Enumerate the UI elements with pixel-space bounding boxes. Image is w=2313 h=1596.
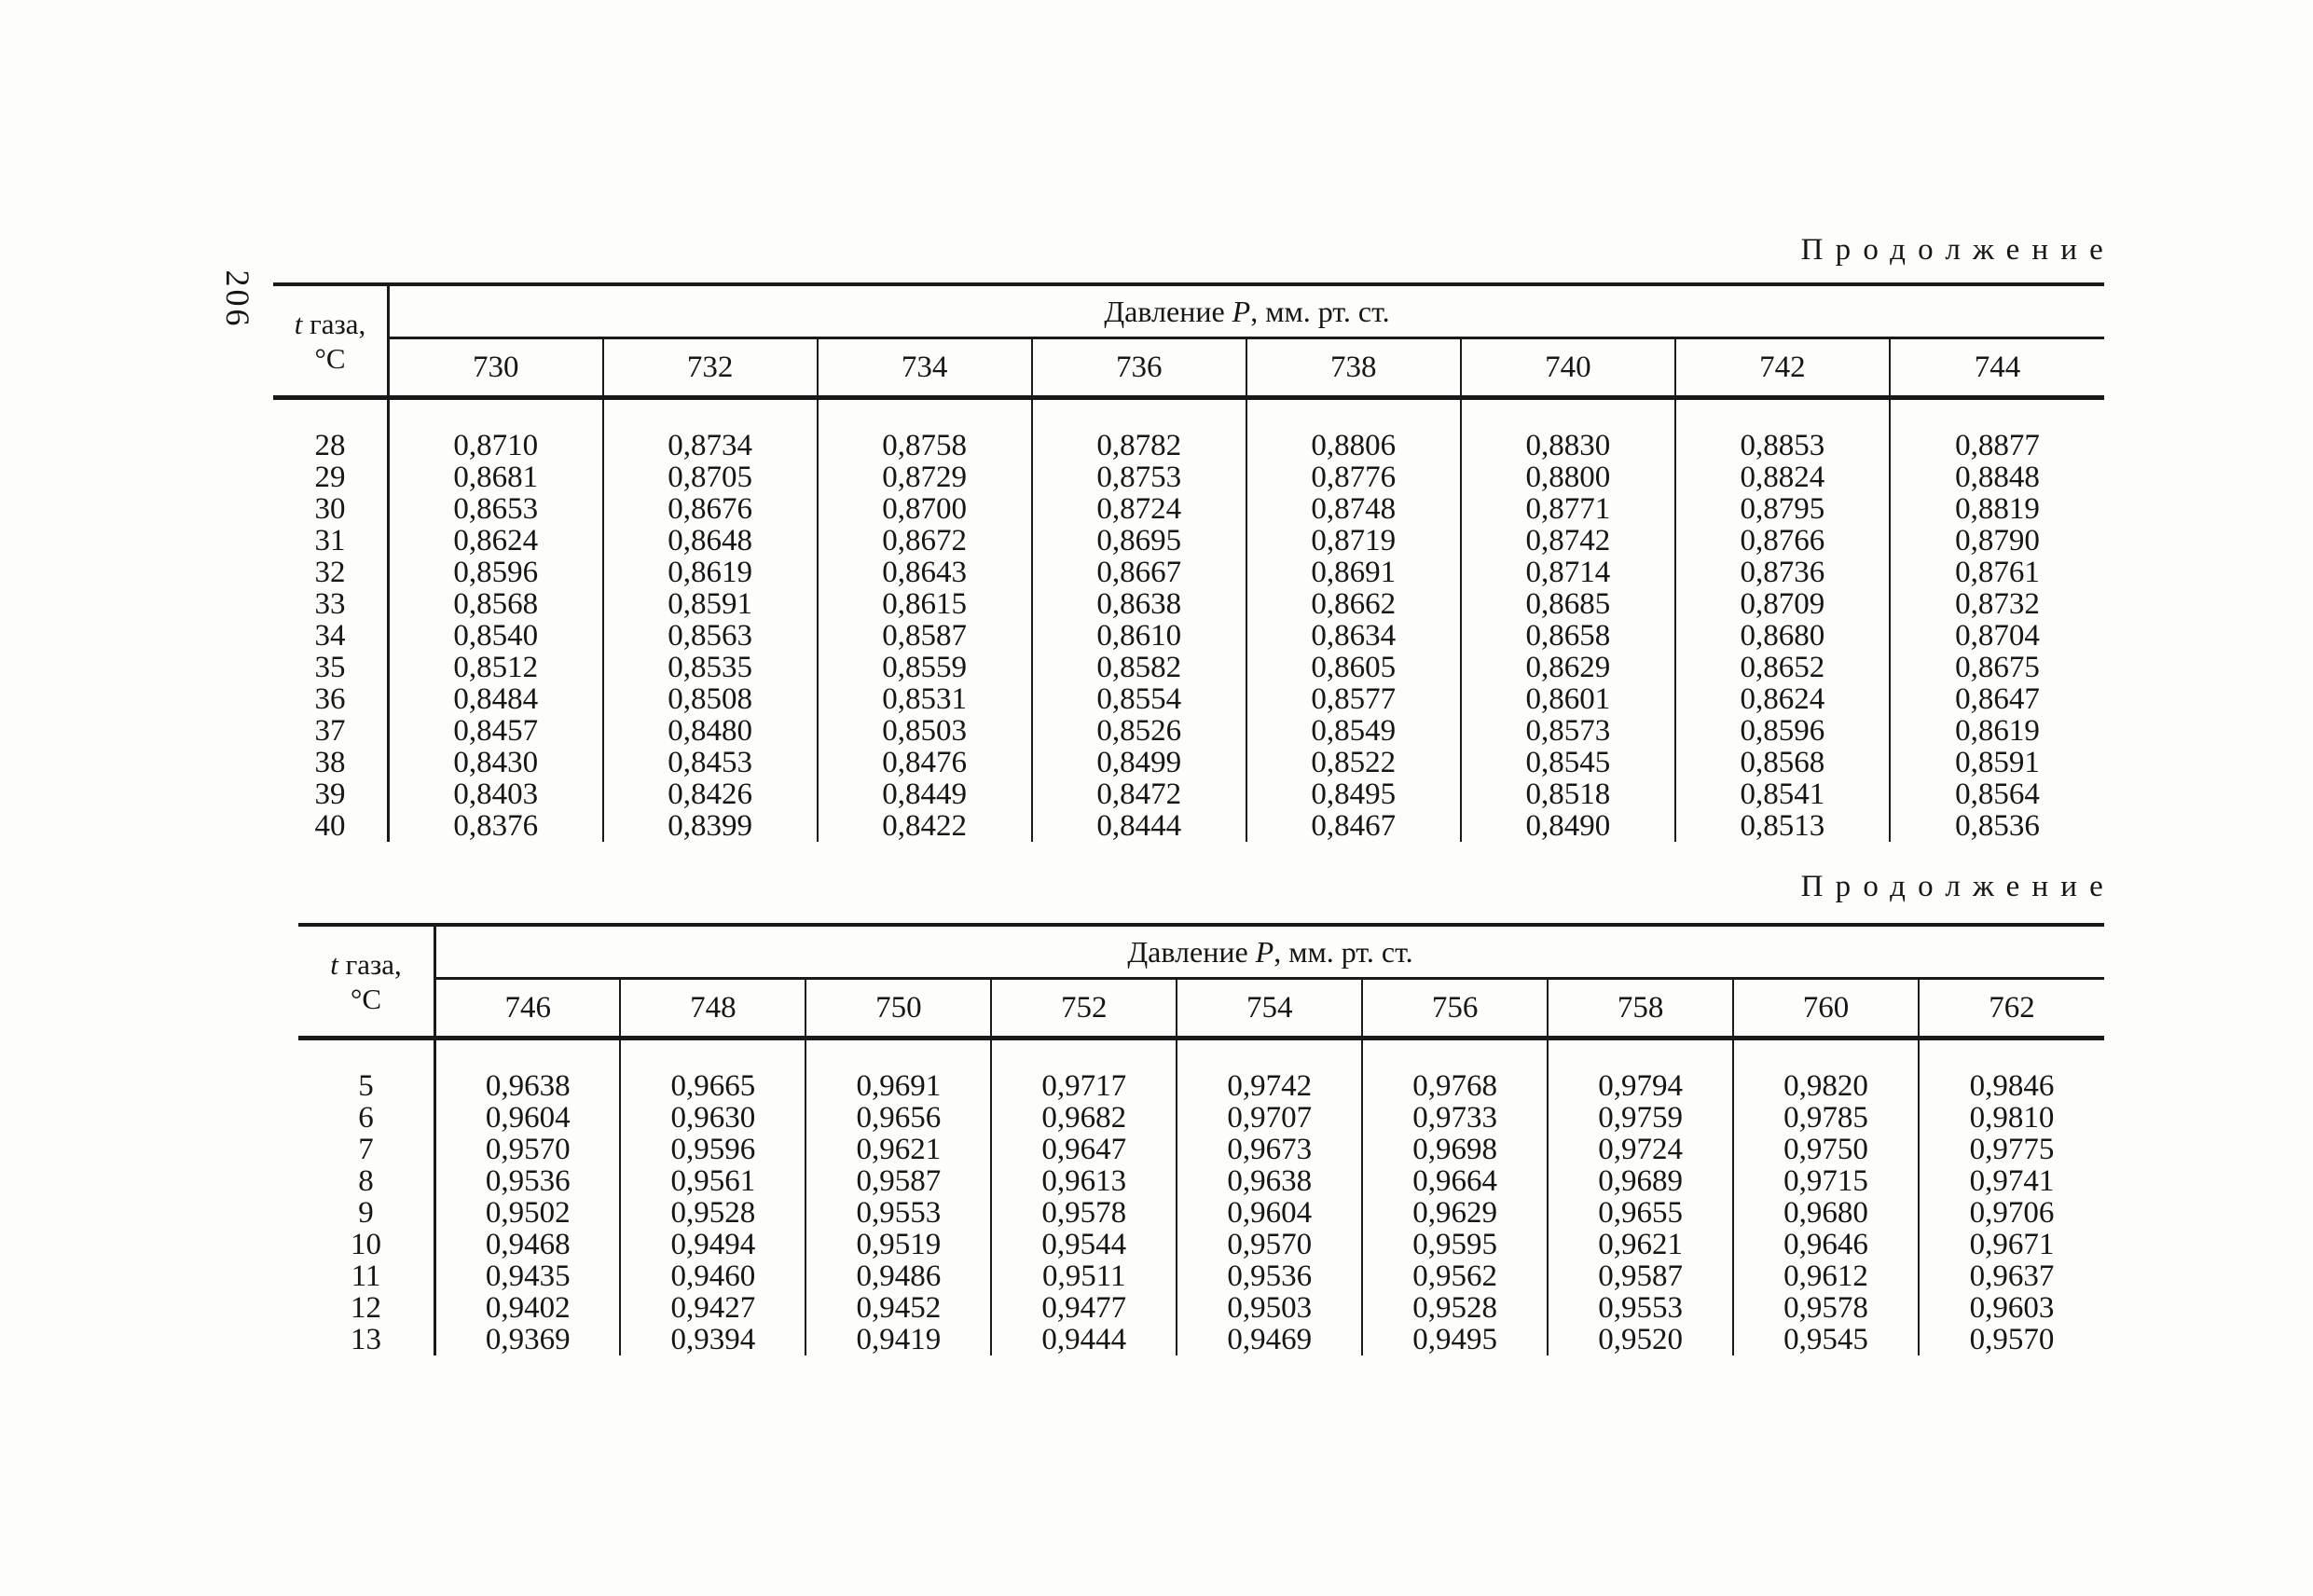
value-cell: 0,8568: [1675, 747, 1890, 778]
value-cell: 0,8541: [1675, 778, 1890, 810]
value-cell: 0,9486: [805, 1260, 991, 1292]
value-cell: 0,9638: [1177, 1165, 1362, 1197]
pressure-col-header: 732: [603, 338, 818, 398]
value-cell: 0,8658: [1461, 620, 1675, 652]
value-cell: 0,8748: [1246, 493, 1461, 525]
stub-unit: °C: [350, 982, 382, 1015]
value-cell: 0,9604: [1177, 1197, 1362, 1229]
value-cell: 0,9820: [1733, 1039, 1919, 1103]
value-cell: 0,8629: [1461, 652, 1675, 683]
value-cell: 0,9587: [805, 1165, 991, 1197]
value-cell: 0,8582: [1032, 652, 1246, 683]
value-cell: 0,8522: [1246, 747, 1461, 778]
value-cell: 0,8499: [1032, 747, 1246, 778]
temperature-cell: 38: [273, 747, 389, 778]
value-cell: 0,9570: [435, 1134, 621, 1165]
pressure-header-2: [435, 925, 2105, 979]
pressure-col-header: 744: [1890, 338, 2104, 398]
table-row: [273, 557, 2104, 588]
value-cell: 0,8591: [1890, 747, 2104, 778]
value-cell: 0,9846: [1919, 1039, 2104, 1103]
value-cell: 0,8518: [1461, 778, 1675, 810]
value-cell: 0,9656: [805, 1102, 991, 1134]
value-cell: 0,8605: [1246, 652, 1461, 683]
value-cell: 0,8653: [389, 493, 603, 525]
continuation-label-2: Продолжение: [1800, 870, 2115, 903]
value-cell: 0,8422: [818, 810, 1032, 842]
table-row: [298, 1292, 2104, 1324]
table-row: [273, 715, 2104, 747]
pressure-symbol-P: P: [1255, 934, 1274, 969]
value-cell: 0,9495: [1362, 1324, 1548, 1355]
pressure-header-post: , мм. рт. ст.: [1250, 294, 1390, 328]
value-cell: 0,9671: [1919, 1229, 2104, 1260]
value-cell: 0,8776: [1246, 461, 1461, 493]
temperature-cell: 5: [298, 1039, 435, 1103]
table-1-header: [273, 284, 2104, 398]
pressure-header-1: [389, 284, 2105, 338]
value-cell: 0,9717: [991, 1039, 1177, 1103]
temperature-cell: 9: [298, 1197, 435, 1229]
table-row: [273, 652, 2104, 683]
value-cell: 0,8705: [603, 461, 818, 493]
value-cell: 0,9468: [435, 1229, 621, 1260]
value-cell: 0,9545: [1733, 1324, 1919, 1355]
value-cell: 0,9742: [1177, 1039, 1362, 1103]
value-cell: 0,9520: [1548, 1324, 1733, 1355]
value-cell: 0,8761: [1890, 557, 2104, 588]
pressure-col-header: 756: [1362, 979, 1548, 1039]
table-row: [273, 493, 2104, 525]
value-cell: 0,8736: [1675, 557, 1890, 588]
value-cell: 0,8503: [818, 715, 1032, 747]
table-row: [273, 778, 2104, 810]
temperature-cell: 8: [298, 1165, 435, 1197]
table-row: [273, 461, 2104, 493]
value-cell: 0,9511: [991, 1260, 1177, 1292]
table-2-header: [298, 925, 2104, 1039]
value-cell: 0,8672: [818, 525, 1032, 557]
stub-symbol-t: t: [330, 947, 338, 981]
value-cell: 0,8426: [603, 778, 818, 810]
value-cell: 0,9733: [1362, 1102, 1548, 1134]
value-cell: 0,8680: [1675, 620, 1890, 652]
value-cell: 0,8681: [389, 461, 603, 493]
value-cell: 0,8729: [818, 461, 1032, 493]
table-row: [273, 525, 2104, 557]
value-cell: 0,8691: [1246, 557, 1461, 588]
value-cell: 0,9587: [1548, 1260, 1733, 1292]
value-cell: 0,8652: [1675, 652, 1890, 683]
value-cell: 0,8610: [1032, 620, 1246, 652]
value-cell: 0,9646: [1733, 1229, 1919, 1260]
value-cell: 0,8536: [1890, 810, 2104, 842]
value-cell: 0,9603: [1919, 1292, 2104, 1324]
temperature-cell: 28: [273, 398, 389, 462]
value-cell: 0,8710: [389, 398, 603, 462]
value-cell: 0,8624: [389, 525, 603, 557]
pressure-columns-row: [298, 979, 2104, 1039]
value-cell: 0,8591: [603, 588, 818, 620]
value-cell: 0,8513: [1675, 810, 1890, 842]
value-cell: 0,9750: [1733, 1134, 1919, 1165]
value-cell: 0,8724: [1032, 493, 1246, 525]
value-cell: 0,9655: [1548, 1197, 1733, 1229]
value-cell: 0,8800: [1461, 461, 1675, 493]
value-cell: 0,8573: [1461, 715, 1675, 747]
value-cell: 0,9647: [991, 1134, 1177, 1165]
value-cell: 0,8648: [603, 525, 818, 557]
value-cell: 0,9536: [1177, 1260, 1362, 1292]
table-row: [273, 683, 2104, 715]
pressure-col-header: 746: [435, 979, 621, 1039]
temperature-cell: 29: [273, 461, 389, 493]
value-cell: 0,9612: [1733, 1260, 1919, 1292]
value-cell: 0,9595: [1362, 1229, 1548, 1260]
value-cell: 0,9794: [1548, 1039, 1733, 1103]
table-row: [298, 1197, 2104, 1229]
value-cell: 0,8376: [389, 810, 603, 842]
value-cell: 0,9570: [1919, 1324, 2104, 1355]
continuation-label-1: Продолжение: [1800, 233, 2115, 267]
value-cell: 0,8795: [1675, 493, 1890, 525]
value-cell: 0,8399: [603, 810, 818, 842]
value-cell: 0,9578: [991, 1197, 1177, 1229]
temperature-cell: 13: [298, 1324, 435, 1355]
value-cell: 0,8719: [1246, 525, 1461, 557]
value-cell: 0,8601: [1461, 683, 1675, 715]
pressure-col-header: 748: [620, 979, 805, 1039]
temperature-cell: 12: [298, 1292, 435, 1324]
page-number: 206: [219, 269, 256, 329]
value-cell: 0,9494: [620, 1229, 805, 1260]
pressure-col-header: 736: [1032, 338, 1246, 398]
value-cell: 0,9435: [435, 1260, 621, 1292]
value-cell: 0,9553: [1548, 1292, 1733, 1324]
value-cell: 0,9570: [1177, 1229, 1362, 1260]
value-cell: 0,9621: [1548, 1229, 1733, 1260]
temperature-cell: 6: [298, 1102, 435, 1134]
value-cell: 0,8824: [1675, 461, 1890, 493]
value-cell: 0,9682: [991, 1102, 1177, 1134]
value-cell: 0,9706: [1919, 1197, 2104, 1229]
pressure-col-header: 730: [389, 338, 603, 398]
value-cell: 0,9544: [991, 1229, 1177, 1260]
pressure-col-header: 734: [818, 338, 1032, 398]
temperature-cell: 39: [273, 778, 389, 810]
temperature-cell: 10: [298, 1229, 435, 1260]
value-cell: 0,8568: [389, 588, 603, 620]
temperature-cell: 33: [273, 588, 389, 620]
stub-unit: °C: [314, 341, 346, 375]
value-cell: 0,8771: [1461, 493, 1675, 525]
value-cell: 0,8714: [1461, 557, 1675, 588]
stub-label: газа,: [337, 947, 402, 981]
value-cell: 0,8742: [1461, 525, 1675, 557]
value-cell: 0,8453: [603, 747, 818, 778]
value-cell: 0,9427: [620, 1292, 805, 1324]
value-cell: 0,8709: [1675, 588, 1890, 620]
value-cell: 0,9419: [805, 1324, 991, 1355]
temperature-cell: 11: [298, 1260, 435, 1292]
value-cell: 0,8476: [818, 747, 1032, 778]
temperature-cell: 40: [273, 810, 389, 842]
value-cell: 0,9460: [620, 1260, 805, 1292]
pressure-col-header: 754: [1177, 979, 1362, 1039]
table-row: [298, 1039, 2104, 1103]
value-cell: 0,9519: [805, 1229, 991, 1260]
value-cell: 0,8806: [1246, 398, 1461, 462]
table-1-body: [273, 398, 2104, 843]
table-row: [273, 588, 2104, 620]
pressure-header-post: , мм. рт. ст.: [1274, 934, 1413, 969]
value-cell: 0,8457: [389, 715, 603, 747]
value-cell: 0,8564: [1890, 778, 2104, 810]
table-row: [298, 1102, 2104, 1134]
value-cell: 0,8634: [1246, 620, 1461, 652]
table-row: [273, 747, 2104, 778]
value-cell: 0,9578: [1733, 1292, 1919, 1324]
value-cell: 0,9402: [435, 1292, 621, 1324]
pressure-header-pre: Давление: [1127, 934, 1256, 969]
value-cell: 0,8508: [603, 683, 818, 715]
stub-symbol-t: t: [294, 307, 303, 340]
pressure-col-header: 752: [991, 979, 1177, 1039]
value-cell: 0,9759: [1548, 1102, 1733, 1134]
value-cell: 0,9528: [620, 1197, 805, 1229]
value-cell: 0,8853: [1675, 398, 1890, 462]
table-row: [298, 1229, 2104, 1260]
pressure-col-header: 760: [1733, 979, 1919, 1039]
pressure-table-1: [273, 282, 2104, 842]
value-cell: 0,9724: [1548, 1134, 1733, 1165]
value-cell: 0,8545: [1461, 747, 1675, 778]
value-cell: 0,9469: [1177, 1324, 1362, 1355]
value-cell: 0,8734: [603, 398, 818, 462]
value-cell: 0,8848: [1890, 461, 2104, 493]
value-cell: 0,9630: [620, 1102, 805, 1134]
value-cell: 0,8619: [603, 557, 818, 588]
value-cell: 0,8615: [818, 588, 1032, 620]
value-cell: 0,9562: [1362, 1260, 1548, 1292]
temperature-cell: 34: [273, 620, 389, 652]
table-row: [298, 1260, 2104, 1292]
table-row: [273, 810, 2104, 842]
value-cell: 0,8526: [1032, 715, 1246, 747]
value-cell: 0,9502: [435, 1197, 621, 1229]
value-cell: 0,9698: [1362, 1134, 1548, 1165]
value-cell: 0,8704: [1890, 620, 2104, 652]
value-cell: 0,8535: [603, 652, 818, 683]
pressure-col-header: 738: [1246, 338, 1461, 398]
value-cell: 0,9553: [805, 1197, 991, 1229]
value-cell: 0,9664: [1362, 1165, 1548, 1197]
value-cell: 0,9604: [435, 1102, 621, 1134]
value-cell: 0,9621: [805, 1134, 991, 1165]
value-cell: 0,8676: [603, 493, 818, 525]
value-cell: 0,8732: [1890, 588, 2104, 620]
value-cell: 0,8596: [1675, 715, 1890, 747]
temperature-cell: 7: [298, 1134, 435, 1165]
value-cell: 0,8480: [603, 715, 818, 747]
value-cell: 0,8430: [389, 747, 603, 778]
value-cell: 0,9477: [991, 1292, 1177, 1324]
value-cell: 0,8531: [818, 683, 1032, 715]
pressure-header-pre: Давление: [1104, 294, 1232, 328]
stub-label: газа,: [302, 307, 366, 340]
value-cell: 0,9528: [1362, 1292, 1548, 1324]
value-cell: 0,9637: [1919, 1260, 2104, 1292]
value-cell: 0,8790: [1890, 525, 2104, 557]
pressure-col-header: 740: [1461, 338, 1675, 398]
table-row: [298, 925, 2104, 979]
value-cell: 0,8577: [1246, 683, 1461, 715]
value-cell: 0,8830: [1461, 398, 1675, 462]
value-cell: 0,8512: [389, 652, 603, 683]
value-cell: 0,9536: [435, 1165, 621, 1197]
pressure-table-2: [298, 923, 2104, 1355]
value-cell: 0,9691: [805, 1039, 991, 1103]
table-row: [298, 1324, 2104, 1355]
temperature-cell: 36: [273, 683, 389, 715]
value-cell: 0,8587: [818, 620, 1032, 652]
value-cell: 0,9665: [620, 1039, 805, 1103]
value-cell: 0,9613: [991, 1165, 1177, 1197]
pressure-col-header: 762: [1919, 979, 2104, 1039]
temperature-cell: 30: [273, 493, 389, 525]
value-cell: 0,8472: [1032, 778, 1246, 810]
pressure-col-header: 758: [1548, 979, 1733, 1039]
value-cell: 0,8563: [603, 620, 818, 652]
value-cell: 0,9680: [1733, 1197, 1919, 1229]
pressure-col-header: 742: [1675, 338, 1890, 398]
temperature-cell: 35: [273, 652, 389, 683]
value-cell: 0,9394: [620, 1324, 805, 1355]
value-cell: 0,8877: [1890, 398, 2104, 462]
value-cell: 0,8619: [1890, 715, 2104, 747]
value-cell: 0,8753: [1032, 461, 1246, 493]
value-cell: 0,8403: [389, 778, 603, 810]
value-cell: 0,9810: [1919, 1102, 2104, 1134]
value-cell: 0,8554: [1032, 683, 1246, 715]
value-cell: 0,8596: [389, 557, 603, 588]
table-row: [298, 1165, 2104, 1197]
stub-header-2: [298, 925, 435, 1039]
value-cell: 0,9452: [805, 1292, 991, 1324]
temperature-cell: 31: [273, 525, 389, 557]
value-cell: 0,8662: [1246, 588, 1461, 620]
value-cell: 0,8782: [1032, 398, 1246, 462]
table-row: [298, 1134, 2104, 1165]
table-row: [273, 620, 2104, 652]
value-cell: 0,8647: [1890, 683, 2104, 715]
value-cell: 0,9715: [1733, 1165, 1919, 1197]
value-cell: 0,8444: [1032, 810, 1246, 842]
value-cell: 0,9689: [1548, 1165, 1733, 1197]
value-cell: 0,8700: [818, 493, 1032, 525]
value-cell: 0,9444: [991, 1324, 1177, 1355]
value-cell: 0,8549: [1246, 715, 1461, 747]
value-cell: 0,8758: [818, 398, 1032, 462]
value-cell: 0,9741: [1919, 1165, 2104, 1197]
pressure-symbol-P: P: [1232, 294, 1251, 328]
value-cell: 0,9561: [620, 1165, 805, 1197]
pressure-col-header: 750: [805, 979, 991, 1039]
value-cell: 0,8559: [818, 652, 1032, 683]
value-cell: 0,8638: [1032, 588, 1246, 620]
value-cell: 0,8624: [1675, 683, 1890, 715]
value-cell: 0,9596: [620, 1134, 805, 1165]
table-2-body: [298, 1039, 2104, 1356]
value-cell: 0,8540: [389, 620, 603, 652]
value-cell: 0,8484: [389, 683, 603, 715]
stub-header-1: [273, 284, 389, 398]
temperature-cell: 32: [273, 557, 389, 588]
value-cell: 0,8695: [1032, 525, 1246, 557]
value-cell: 0,9629: [1362, 1197, 1548, 1229]
value-cell: 0,9768: [1362, 1039, 1548, 1103]
value-cell: 0,8675: [1890, 652, 2104, 683]
value-cell: 0,8490: [1461, 810, 1675, 842]
value-cell: 0,9673: [1177, 1134, 1362, 1165]
value-cell: 0,9785: [1733, 1102, 1919, 1134]
value-cell: 0,9707: [1177, 1102, 1362, 1134]
value-cell: 0,8495: [1246, 778, 1461, 810]
value-cell: 0,9503: [1177, 1292, 1362, 1324]
value-cell: 0,8467: [1246, 810, 1461, 842]
value-cell: 0,9369: [435, 1324, 621, 1355]
value-cell: 0,8685: [1461, 588, 1675, 620]
value-cell: 0,9775: [1919, 1134, 2104, 1165]
pressure-columns-row: [273, 338, 2104, 398]
table-row: [273, 284, 2104, 338]
value-cell: 0,8449: [818, 778, 1032, 810]
value-cell: 0,8667: [1032, 557, 1246, 588]
value-cell: 0,8766: [1675, 525, 1890, 557]
value-cell: 0,8819: [1890, 493, 2104, 525]
value-cell: 0,8643: [818, 557, 1032, 588]
value-cell: 0,9638: [435, 1039, 621, 1103]
temperature-cell: 37: [273, 715, 389, 747]
table-row: [273, 398, 2104, 462]
